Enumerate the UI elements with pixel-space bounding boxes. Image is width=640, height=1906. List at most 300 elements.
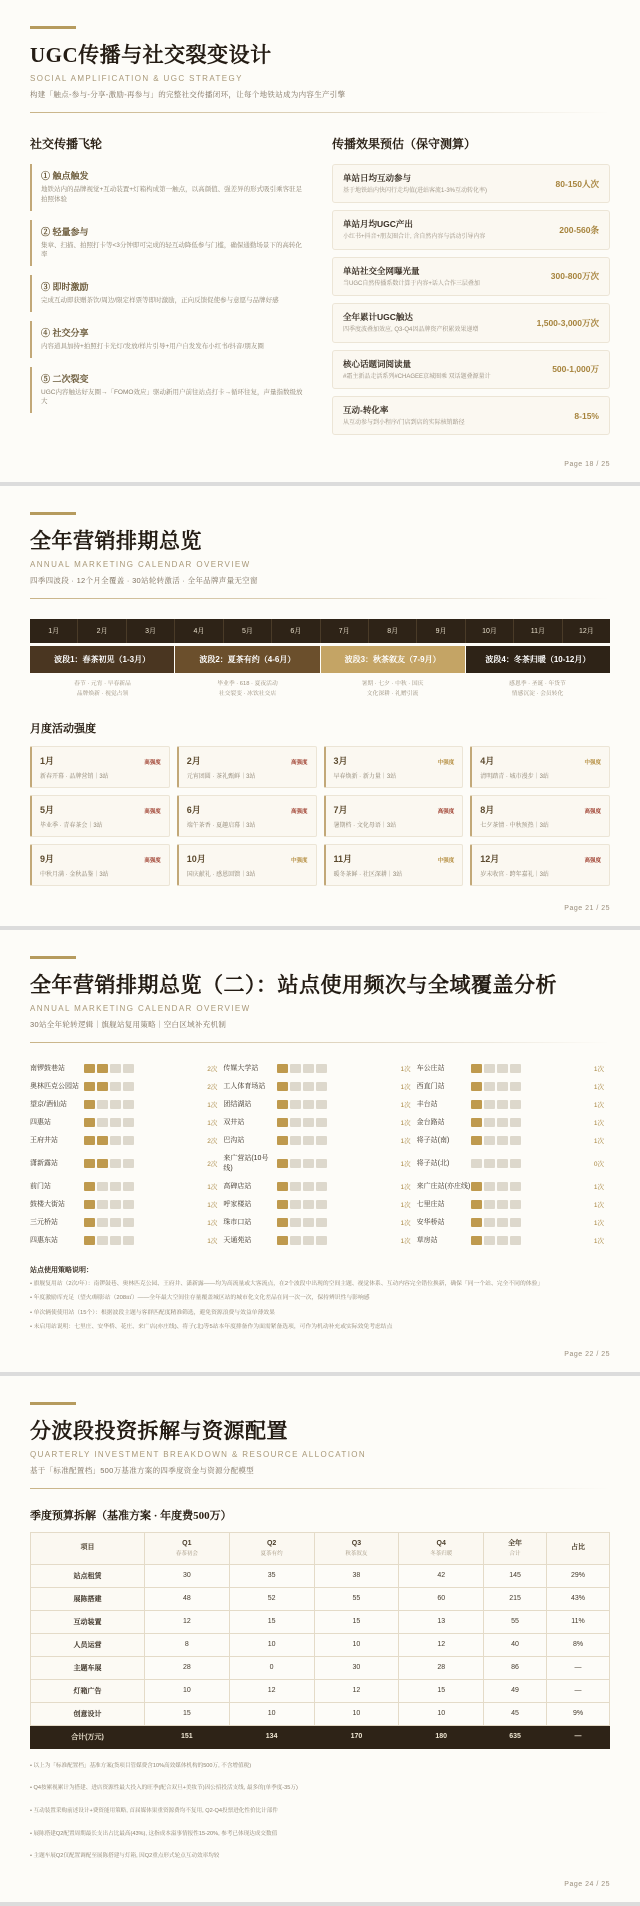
frequency-box	[303, 1064, 314, 1073]
wave-band-cell: 波段4：冬茶归暖（10-12月）	[466, 646, 610, 673]
month-cell: 1月	[30, 619, 78, 643]
frequency-value: 1次	[400, 1137, 411, 1145]
frequency-box	[290, 1136, 301, 1145]
budget-cell: 28	[144, 1656, 229, 1679]
budget-total-label: 合计(万元)	[31, 1725, 145, 1748]
frequency-box	[316, 1218, 327, 1227]
budget-table-body	[31, 1564, 610, 1748]
budget-cell: 55	[314, 1587, 399, 1610]
frequency-boxes	[277, 1182, 390, 1191]
frequency-box	[97, 1082, 108, 1091]
month-cell: 3月	[127, 619, 175, 643]
budget-row-label: 站点租赁	[31, 1564, 145, 1587]
station-name: 奥林匹克公园站	[30, 1083, 79, 1091]
frequency-box	[84, 1100, 95, 1109]
frequency-box	[84, 1159, 95, 1168]
month-intensity-card	[177, 795, 317, 837]
budget-cell: 11%	[547, 1610, 610, 1633]
frequency-box	[316, 1236, 327, 1245]
frequency-box	[290, 1218, 301, 1227]
station-row	[223, 1213, 416, 1231]
frequency-box	[510, 1136, 521, 1145]
frequency-value: 2次	[207, 1137, 218, 1145]
wave-band-cell: 波段1：春茶初见（1-3月）	[30, 646, 175, 673]
budget-cell: 60	[399, 1587, 484, 1610]
estimate-row	[332, 257, 610, 296]
frequency-box	[97, 1100, 108, 1109]
estimate-text	[343, 218, 559, 241]
frequency-box	[123, 1064, 134, 1073]
frequency-value: 1次	[400, 1183, 411, 1191]
station-row	[30, 1077, 223, 1095]
station-row	[417, 1095, 610, 1113]
month-label: 4月	[480, 756, 495, 767]
station-name: 西直门站	[416, 1083, 445, 1091]
frequency-box	[484, 1200, 495, 1209]
month-intensity-card	[324, 795, 464, 837]
frequency-box	[84, 1182, 95, 1191]
frequency-box	[303, 1182, 314, 1191]
budget-cell: 55	[484, 1610, 547, 1633]
table-row	[31, 1610, 610, 1633]
station-row	[223, 1059, 416, 1077]
budget-row-label: 人员运营	[31, 1633, 145, 1656]
frequency-box	[316, 1064, 327, 1073]
frequency-box	[110, 1236, 121, 1245]
station-frequency-table	[30, 1059, 610, 1249]
page-title: UGC传播与社交裂变设计	[30, 43, 272, 67]
page-description: 30站全年轮转逻辑｜旗舰站复用策略｜空白区域补充机制	[30, 1020, 227, 1030]
flywheel-item-desc: 内容道具加持+拍照打卡光灯/发放/样片引导+用户自发发布小红书/抖音/朋友圈	[41, 342, 264, 350]
budget-cell: 48	[144, 1587, 229, 1610]
budget-column-header: 占比	[547, 1533, 610, 1565]
station-name: 金台路站	[416, 1119, 445, 1127]
month-intensity-card	[30, 844, 170, 886]
frequency-value: 1次	[593, 1237, 604, 1245]
station-row	[30, 1113, 223, 1131]
station-name: 巴沟站	[223, 1137, 245, 1145]
estimate-row	[332, 164, 610, 203]
budget-cell: 12	[399, 1633, 484, 1656]
station-row	[223, 1149, 416, 1177]
wave-band-cell: 波段3：秋茶叙友（7-9月）	[321, 646, 466, 673]
frequency-box	[84, 1118, 95, 1127]
frequency-box	[471, 1100, 482, 1109]
frequency-value: 0次	[593, 1160, 604, 1168]
frequency-box	[290, 1100, 301, 1109]
estimate-row	[332, 210, 610, 249]
frequency-box	[110, 1064, 121, 1073]
frequency-box	[471, 1236, 482, 1245]
station-row	[223, 1095, 416, 1113]
frequency-value: 1次	[593, 1219, 604, 1227]
flywheel-item-title: ⑤ 二次裂变	[41, 373, 89, 384]
month-activity-desc: 国庆献礼 · 感恩回馈｜3站	[186, 872, 256, 879]
frequency-box	[290, 1182, 301, 1191]
frequency-value: 1次	[593, 1201, 604, 1209]
budget-cell: 15	[314, 1610, 399, 1633]
frequency-boxes	[471, 1159, 584, 1168]
station-row	[417, 1077, 610, 1095]
month-label: 5月	[40, 805, 55, 816]
flywheel-item-desc: 完成互动即获赠茶饮/周边/限定样票等即时激励，正向反馈促使参与意愿与品牌好感	[41, 297, 279, 304]
frequency-box	[316, 1100, 327, 1109]
frequency-box	[110, 1118, 121, 1127]
station-row	[417, 1195, 610, 1213]
frequency-box	[497, 1218, 508, 1227]
intensity-badge: 中强度	[437, 760, 455, 767]
intensity-badge: 高强度	[290, 809, 308, 816]
estimates-list	[332, 164, 610, 435]
frequency-box	[471, 1136, 482, 1145]
frequency-boxes	[471, 1118, 584, 1127]
station-row	[30, 1213, 223, 1231]
station-name: 将子站(南)	[416, 1137, 450, 1145]
frequency-box	[110, 1218, 121, 1227]
budget-cell: 28	[399, 1656, 484, 1679]
frequency-box	[316, 1118, 327, 1127]
month-cell: 6月	[272, 619, 320, 643]
frequency-box	[290, 1064, 301, 1073]
frequency-box	[290, 1236, 301, 1245]
station-row	[223, 1077, 416, 1095]
estimate-title: 单站日均互动参与	[343, 173, 412, 183]
frequency-value: 1次	[593, 1119, 604, 1127]
estimates-column	[332, 135, 610, 442]
header-divider	[30, 1488, 610, 1489]
frequency-box	[84, 1136, 95, 1145]
frequency-box	[497, 1159, 508, 1168]
flywheel-item-title: ③ 即时激励	[41, 282, 89, 292]
frequency-boxes	[84, 1218, 197, 1227]
estimate-row	[332, 396, 610, 435]
frequency-boxes	[84, 1064, 197, 1073]
note-line: • 旗舰复用站（2次/年）：南锣鼓巷、奥林匹克公园、王府井、潇新露——均为高流量或大客流点，在2个波段中出现的空间主题、视觉体系、互动内容完全错位换新，确保「同一个站、完全不同的体验」	[30, 1281, 544, 1288]
station-name: 工人体育场站	[223, 1083, 266, 1091]
frequency-box	[277, 1236, 288, 1245]
frequency-box	[316, 1136, 327, 1145]
frequency-box	[123, 1118, 134, 1127]
station-name: 高碑店站	[223, 1183, 252, 1191]
budget-cell: 13	[399, 1610, 484, 1633]
frequency-boxes	[84, 1236, 197, 1245]
frequency-box	[290, 1082, 301, 1091]
page-description: 四季四波段 · 12个月全覆盖 · 30站轮转激活 · 全年品牌声量无空窗	[30, 576, 258, 586]
frequency-box	[497, 1082, 508, 1091]
flywheel-item	[30, 220, 308, 267]
budget-row-label: 灯箱广告	[31, 1679, 145, 1702]
station-name: 双井站	[223, 1119, 245, 1127]
station-name: 七里庄站	[416, 1201, 445, 1209]
station-name: 丰台站	[416, 1101, 438, 1109]
flywheel-item-desc: 地铁站内的品牌视觉+互动装置+灯箱构成第一触点，以高颜值、强差异的形式吸引乘客驻足拍照体验	[41, 186, 303, 203]
frequency-box	[97, 1218, 108, 1227]
frequency-box	[84, 1218, 95, 1227]
station-name: 前门站	[30, 1183, 51, 1191]
month-cell: 5月	[224, 619, 272, 643]
frequency-box	[110, 1136, 121, 1145]
estimate-desc: 当UGC自然传播系数计算于内容+话人合作三层叠加	[343, 280, 480, 287]
estimate-value: 200-560条	[559, 225, 599, 236]
intensity-badge: 高强度	[437, 809, 455, 816]
footnote-line: • 展陈搭建Q2配置周期最长支出占比最高(43%), 这指成本溢事情报性15-20%, 参考已体现达成交数值	[30, 1830, 278, 1837]
budget-cell: 86	[484, 1656, 547, 1679]
notes-list	[30, 1280, 610, 1332]
frequency-box	[97, 1159, 108, 1168]
frequency-box	[316, 1159, 327, 1168]
header-divider	[30, 598, 610, 599]
estimate-text	[343, 172, 556, 195]
station-row	[30, 1149, 223, 1177]
month-intensity-card	[324, 844, 464, 886]
budget-cell: 42	[399, 1564, 484, 1587]
budget-row-label: 互动装置	[31, 1610, 145, 1633]
estimate-value: 500-1,000万	[552, 364, 599, 375]
frequency-box	[123, 1182, 134, 1191]
frequency-box	[316, 1200, 327, 1209]
intensity-badge: 高强度	[144, 858, 161, 865]
estimate-title: 全年累计UGC触达	[343, 312, 413, 323]
frequency-value: 1次	[400, 1101, 411, 1109]
estimate-desc: 从互动参与到小程序/门店到店的实际核销路径	[343, 419, 465, 426]
frequency-box	[277, 1136, 288, 1145]
station-name: 珠市口站	[223, 1219, 252, 1227]
frequency-box	[277, 1159, 288, 1168]
page-title: 全年营销排期总览	[30, 529, 202, 554]
frequency-box	[510, 1236, 521, 1245]
page-number: Page 22 / 25	[564, 1351, 610, 1359]
estimate-value: 80-150人次	[555, 178, 599, 189]
station-name: 天通苑站	[223, 1237, 252, 1245]
frequency-box	[110, 1159, 121, 1168]
frequency-box	[471, 1218, 482, 1227]
note-line: • 年度激励库充足（望火/顺影站（208㎡）——全年最大空间住存量覆盖城区站的城市化文化差品在同一次一次，保持辨识性与影响感	[30, 1295, 370, 1302]
intensity-heading: 月度活动强度	[30, 723, 96, 736]
budget-total-cell: 170	[314, 1725, 399, 1748]
frequency-boxes	[84, 1159, 197, 1168]
frequency-box	[303, 1200, 314, 1209]
month-label: 1月	[40, 756, 55, 767]
month-activity-desc: 中秋月满 · 金秋品鉴｜3站	[40, 872, 109, 879]
frequency-boxes	[471, 1100, 584, 1109]
page-description: 基于「标准配置档」500万基准方案的四季度资金与资源分配模型	[30, 1466, 255, 1476]
estimate-desc: #霜主新品走活系列#CHAGEE京城圈乘 双话题叠源量计	[343, 373, 491, 380]
flywheel-item	[30, 321, 308, 358]
month-activity-desc: 清明踏青 · 城市漫步｜3站	[480, 774, 549, 781]
budget-cell: 15	[399, 1679, 484, 1702]
budget-column-header: 项目	[31, 1533, 145, 1565]
frequency-box	[290, 1159, 301, 1168]
frequency-box	[110, 1082, 121, 1091]
estimate-title: 单站社交全网曝光量	[343, 265, 420, 276]
estimate-row	[332, 350, 610, 389]
frequency-box	[471, 1082, 482, 1091]
table-row	[31, 1587, 610, 1610]
frequency-boxes	[84, 1200, 197, 1209]
frequency-box	[510, 1118, 521, 1127]
frequency-box	[123, 1082, 134, 1091]
month-label: 9月	[40, 854, 55, 865]
slide-investment-breakdown	[0, 1376, 640, 1906]
wave-note: 暑期 · 七夕 · 中秋 · 国庆 文化深耕 · 礼赠引流	[361, 681, 424, 698]
frequency-box	[471, 1118, 482, 1127]
estimate-desc: 小红书+抖音+朋友圈合计, 含自然内容与活动引导内容	[343, 234, 486, 241]
frequency-boxes	[84, 1136, 197, 1145]
month-intensity-card	[470, 746, 610, 788]
station-name: 呼家楼站	[223, 1201, 252, 1209]
frequency-value: 2次	[207, 1083, 218, 1091]
month-cell: 9月	[417, 619, 465, 643]
frequency-value: 1次	[207, 1201, 218, 1209]
frequency-value: 1次	[400, 1083, 411, 1091]
note-line: • 单次辆使使用站（15个）：根据波段主题与客群匹配度精准筛选，避免资源浪费与效益单薄效果	[30, 1309, 275, 1316]
frequency-box	[510, 1200, 521, 1209]
month-intensity-card	[324, 746, 464, 788]
station-row	[417, 1149, 610, 1177]
station-row	[223, 1177, 416, 1195]
station-row	[417, 1177, 610, 1195]
frequency-boxes	[471, 1218, 584, 1227]
budget-cell: 15	[229, 1610, 314, 1633]
month-label: 12月	[480, 854, 500, 865]
month-activity-desc: 早春焕新 · 新力量｜3站	[333, 774, 397, 781]
month-cell: 8月	[369, 619, 417, 643]
month-intensity-card	[30, 795, 170, 837]
flywheel-item	[30, 275, 308, 312]
budget-cell: 12	[229, 1679, 314, 1702]
month-intensity-card	[470, 795, 610, 837]
frequency-box	[471, 1159, 482, 1168]
wave-band-strip	[30, 646, 610, 673]
budget-cell: —	[547, 1679, 610, 1702]
intensity-badge: 中强度	[290, 858, 308, 865]
frequency-boxes	[471, 1064, 584, 1073]
frequency-box	[510, 1100, 521, 1109]
page-number: Page 24 / 25	[564, 1880, 610, 1888]
month-cell: 11月	[514, 619, 562, 643]
budget-cell: 9%	[547, 1702, 610, 1725]
slide-station-frequency	[0, 930, 640, 1376]
frequency-value: 1次	[593, 1183, 604, 1191]
budget-cell: 8%	[547, 1633, 610, 1656]
frequency-box	[84, 1064, 95, 1073]
frequency-box	[303, 1218, 314, 1227]
budget-total-row	[31, 1725, 610, 1748]
budget-total-cell: —	[547, 1725, 610, 1748]
estimate-value: 300-800万次	[550, 271, 599, 282]
note-line: • 未启用站说明：七里庄、安华桥、花庄、来广店(亦庄线)、将子(北)等5站本年度排备作为面需紧备选项，可作为机动补充或实际效免考虑结点	[30, 1323, 393, 1330]
estimate-title: 核心话题词阅读量	[343, 358, 412, 369]
frequency-box	[497, 1236, 508, 1245]
frequency-box	[471, 1200, 482, 1209]
frequency-box	[316, 1082, 327, 1091]
notes-heading: 站点使用策略说明：	[30, 1267, 93, 1275]
month-activity-desc: 岁末收官 · 跨年嘉礼｜3站	[480, 872, 549, 879]
title-accent-bar	[30, 956, 76, 959]
slide-annual-calendar	[0, 486, 640, 930]
frequency-value: 1次	[400, 1065, 411, 1073]
frequency-box	[277, 1082, 288, 1091]
flywheel-item-title: ② 轻量参与	[41, 226, 89, 237]
intensity-badge: 高强度	[144, 760, 161, 767]
station-row	[223, 1113, 416, 1131]
budget-column-header: Q3 秋茶叙友	[314, 1533, 399, 1565]
budget-cell: 29%	[547, 1564, 610, 1587]
frequency-boxes	[471, 1236, 584, 1245]
month-activity-desc: 新春开幕 · 品牌营销｜3站	[40, 774, 109, 781]
budget-total-cell: 134	[229, 1725, 314, 1748]
station-name: 王府井站	[30, 1137, 58, 1145]
frequency-box	[497, 1064, 508, 1073]
budget-total-cell: 180	[399, 1725, 484, 1748]
month-label: 6月	[186, 805, 201, 816]
frequency-box	[84, 1200, 95, 1209]
frequency-box	[277, 1182, 288, 1191]
footnote-line: • 主题车展Q2仅配置调配至展陈搭建与灯箱, 因Q2重点形式轮点互动效率均较	[30, 1853, 220, 1860]
station-name: 将子站(北)	[416, 1160, 450, 1168]
frequency-box	[303, 1082, 314, 1091]
intensity-badge: 中强度	[584, 760, 601, 767]
frequency-value: 1次	[400, 1160, 411, 1168]
station-row	[30, 1095, 223, 1113]
budget-table	[30, 1532, 610, 1749]
title-accent-bar	[30, 26, 76, 29]
frequency-box	[277, 1200, 288, 1209]
flywheel-item	[30, 164, 308, 211]
month-activity-desc: 暖冬茶鲜 · 社区深耕｜3站	[333, 872, 403, 879]
estimate-text	[343, 311, 537, 334]
month-card-grid	[30, 746, 610, 886]
station-name: 潇新露站	[30, 1160, 58, 1168]
month-intensity-card	[177, 746, 317, 788]
frequency-value: 1次	[593, 1137, 604, 1145]
flywheel-list	[30, 164, 308, 413]
title-accent-bar	[30, 512, 76, 515]
month-activity-desc: 端午茶香 · 夏趣启幕｜3站	[186, 823, 256, 830]
station-name: 三元桥站	[30, 1219, 58, 1227]
title-accent-bar	[30, 1402, 76, 1405]
wave-note: 春节 · 元宵 · 早春新品 品牌焕新 · 视觉占领	[74, 681, 131, 698]
frequency-boxes	[471, 1182, 584, 1191]
station-name: 车公庄站	[416, 1065, 445, 1073]
frequency-boxes	[471, 1082, 584, 1091]
frequency-box	[123, 1136, 134, 1145]
frequency-value: 1次	[207, 1237, 218, 1245]
frequency-box	[123, 1200, 134, 1209]
frequency-box	[97, 1064, 108, 1073]
station-row	[417, 1059, 610, 1077]
page-number: Page 18 / 25	[564, 461, 610, 469]
frequency-boxes	[84, 1118, 197, 1127]
frequency-box	[277, 1100, 288, 1109]
frequency-value: 1次	[400, 1219, 411, 1227]
budget-cell: 45	[484, 1702, 547, 1725]
budget-cell: 10	[229, 1633, 314, 1656]
intensity-badge: 高强度	[584, 858, 601, 865]
page-title: 全年营销排期总览（二）：站点使用频次与全域覆盖分析	[30, 973, 557, 998]
frequency-box	[497, 1200, 508, 1209]
budget-cell: 10	[144, 1679, 229, 1702]
frequency-box	[510, 1159, 521, 1168]
month-label: 7月	[333, 805, 348, 816]
frequency-boxes	[471, 1136, 584, 1145]
frequency-value: 1次	[207, 1119, 218, 1127]
budget-cell: 12	[144, 1610, 229, 1633]
frequency-boxes	[277, 1118, 390, 1127]
frequency-box	[484, 1082, 495, 1091]
page-subtitle: SOCIAL AMPLIFICATION & UGC STRATEGY	[30, 74, 243, 83]
footnote-line: • 互动装置采购前述设计+费资能用策略, 首届媒体果重资源费均不复用, Q2-Q4投票进化性价比计部件	[30, 1808, 278, 1815]
